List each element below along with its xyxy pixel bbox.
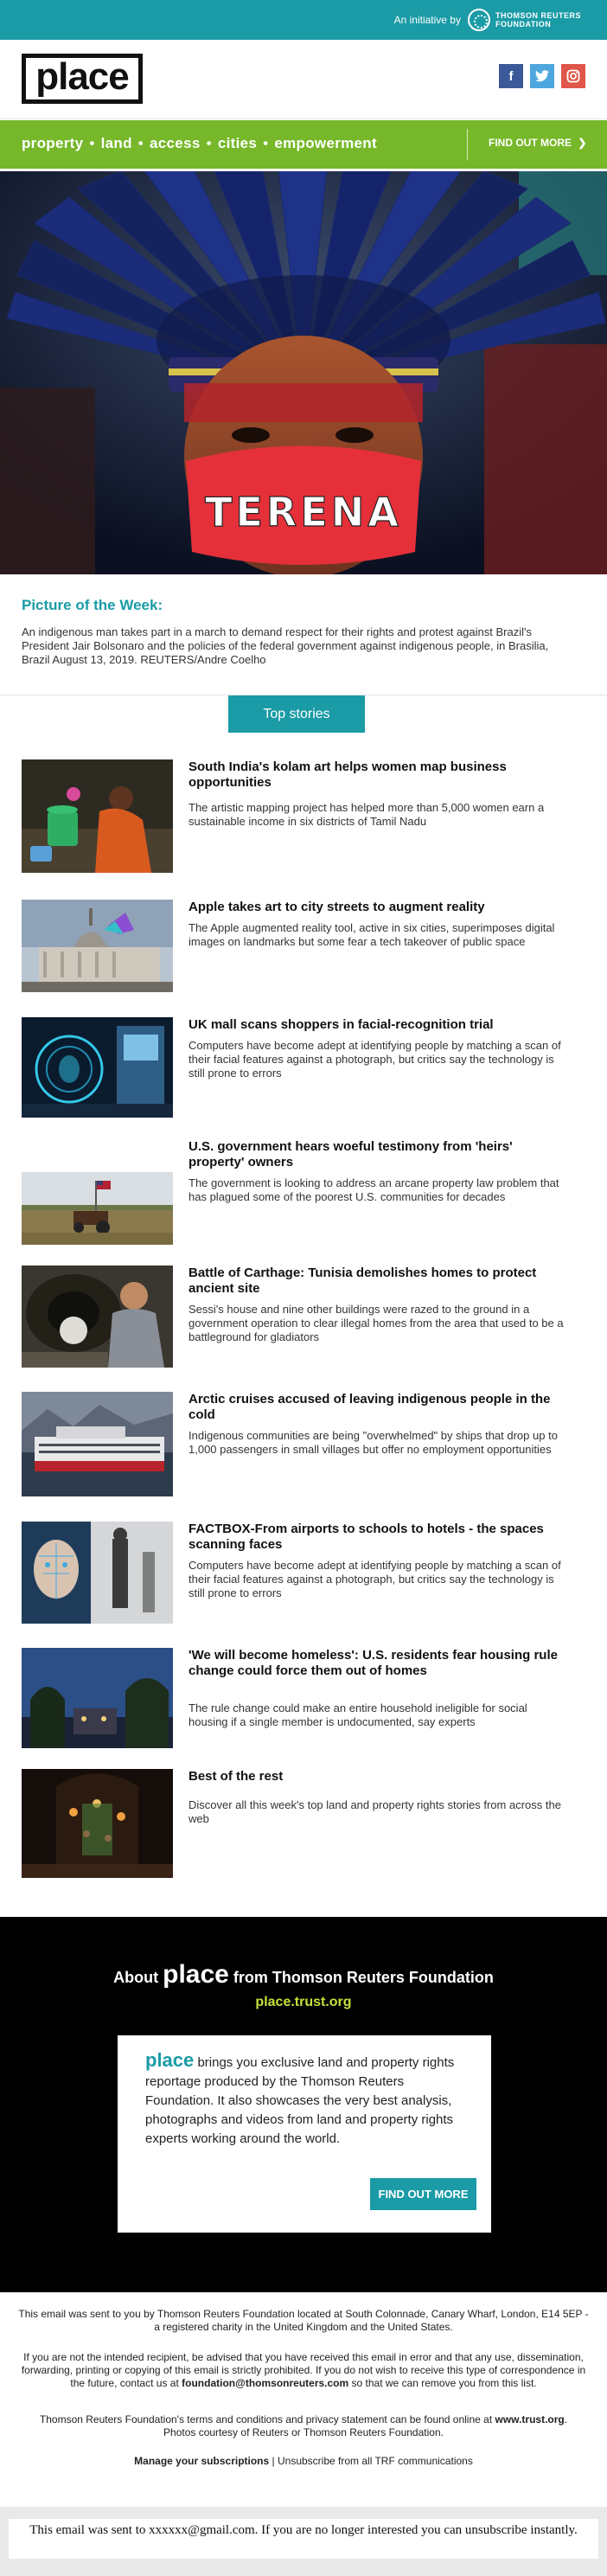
picture-of-week-caption: An indigenous man takes part in a march to demand respect for their rights and protest against Brazil's President Jair Bolsonaro and the policies of the federal government against indigenous people, in Brasilia, Brazil August 13, 2019. REUTERS/Andre Coelho — [22, 625, 549, 666]
story-title[interactable]: South India's kolam art helps women map business opportunities — [188, 759, 507, 790]
story-thumbnail[interactable] — [22, 900, 173, 992]
find-out-more-button[interactable]: FIND OUT MORE — [370, 2178, 476, 2210]
contact-email-link[interactable]: foundation@thomsonreuters.com — [182, 2377, 349, 2389]
instagram-icon[interactable] — [561, 64, 585, 88]
nav-item-empowerment[interactable]: empowerment — [274, 135, 377, 151]
story-summary: Discover all this week's top land and property rights stories from across the web — [188, 1798, 561, 1825]
story-thumbnail[interactable] — [22, 1017, 173, 1118]
nav-separator: • — [89, 135, 95, 151]
social-links — [499, 64, 585, 88]
top-bar — [0, 0, 607, 40]
nav-find-out-more-link[interactable]: FIND OUT MORE ❯ — [489, 137, 587, 149]
facebook-icon[interactable]: f — [499, 64, 523, 88]
about-url-link[interactable]: place.trust.org — [255, 1995, 352, 2009]
nav-separator: • — [137, 135, 144, 151]
story-thumbnail[interactable] — [22, 1266, 173, 1368]
thomson-reuters-icon — [468, 9, 490, 31]
about-title: About place from Thomson Reuters Foundation — [113, 1960, 494, 1989]
footer-terms: Thomson Reuters Foundation's terms and conditions and privacy statement can be found online at www.trust.org. Photos courtesy of Reuters or Thomson Reuters Foundation. — [39, 2413, 568, 2438]
story-summary: Computers have become adept at identifying people by matching a scan of their facial features against a photograph, but critics say the technology is still prone to errors — [188, 1559, 561, 1599]
nav-separator: • — [263, 135, 269, 151]
initiative-badge[interactable] — [394, 7, 581, 33]
story-title[interactable]: 'We will become homeless': U.S. residents fear housing rule change could force them out of homes — [188, 1648, 558, 1678]
story-summary: The government is looking to address an arcane property law problem that has plagued some of the poorest U.S. communities for decades — [188, 1176, 559, 1203]
footer-legal-notice: If you are not the intended recipient, be advised that you have received this email in error and that any use, dissemination, forwarding, printing or copying of this email is strictly prohibited. If you do not wish to receive this type of correspondence in the future, contact us at foundation@thomsonreuters.com so that we can remove you from this list. — [21, 2351, 586, 2389]
org-name-line2: FOUNDATION — [495, 20, 552, 29]
thomson-reuters-logo[interactable] — [468, 9, 581, 31]
picture-of-week-title: Picture of the Week: — [22, 597, 163, 613]
story-thumbnail[interactable] — [22, 1769, 173, 1878]
story-summary: The rule change could make an entire household ineligible for social housing if a single member is undocumented, say experts — [188, 1701, 527, 1728]
about-section — [0, 1917, 607, 2292]
nav-separator: • — [206, 135, 212, 151]
story-summary: Computers have become adept at identifying people by matching a scan of their facial features against a photograph, but critics say the technology is still prone to errors — [188, 1039, 561, 1080]
unsubscribe-notice[interactable]: This email was sent to xxxxxx@gmail.com. If you are no longer interested you can unsubscribe instantly. — [9, 2519, 598, 2559]
bottom-bar — [0, 2507, 607, 2576]
story-summary: Sessi's house and nine other buildings were razed to the ground in a government operation to clear illegal homes from the area that used to be a battleground for gladiators — [188, 1303, 564, 1343]
story-title[interactable]: U.S. government hears woeful testimony from 'heirs' property' owners — [188, 1139, 513, 1169]
nav-item-access[interactable]: access — [150, 135, 201, 151]
story-title[interactable]: Arctic cruises accused of leaving indigenous people in the cold — [188, 1392, 551, 1422]
manage-subscriptions-link[interactable]: Manage your subscriptions — [134, 2455, 270, 2467]
story-title[interactable]: FACTBOX-From airports to schools to hotels - the spaces scanning faces — [188, 1522, 544, 1552]
story-thumbnail[interactable] — [22, 1648, 173, 1748]
story-thumbnail[interactable] — [22, 1522, 173, 1624]
footer-subscription-links — [17, 2455, 590, 2468]
top-stories-heading: Top stories — [228, 695, 365, 733]
story-thumbnail[interactable] — [22, 759, 173, 873]
story-title[interactable]: UK mall scans shoppers in facial-recognition trial — [188, 1017, 494, 1032]
org-name-line1: THOMSON REUTERS — [495, 11, 581, 20]
story-summary: The artistic mapping project has helped more than 5,000 women earn a sustainable income in six districts of Tamil Nadu — [188, 801, 545, 828]
story-summary: Indigenous communities are being "overwhelmed" by ships that drop up to 1,000 passengers in small villages but offer no employment opportunities — [188, 1429, 558, 1456]
place-logo[interactable]: place — [22, 54, 143, 104]
nav-bar — [0, 120, 607, 169]
topic-nav — [22, 135, 377, 152]
hero-image[interactable] — [0, 171, 607, 574]
story-title[interactable]: Best of the rest — [188, 1769, 284, 1784]
trust-site-link[interactable]: www.trust.org — [495, 2413, 565, 2425]
initiative-label: An initiative by — [393, 14, 461, 26]
footer-sender-info: This email was sent to you by Thomson Reuters Foundation located at South Colonnade, Canary Wharf, London, E14 5EP - a registered charity in the United Kingdom and the United States. — [18, 2308, 589, 2333]
story-summary: The Apple augmented reality tool, active in six cities, superimposes digital images on landmarks but some fear a tech takeover of public space — [188, 921, 555, 948]
twitter-icon[interactable] — [530, 64, 554, 88]
nav-item-cities[interactable]: cities — [217, 135, 258, 151]
story-thumbnail[interactable] — [22, 1172, 173, 1245]
story-title[interactable]: Apple takes art to city streets to augment reality — [188, 900, 485, 914]
unsubscribe-all-link[interactable]: | Unsubscribe from all TRF communications — [272, 2455, 473, 2467]
story-title[interactable]: Battle of Carthage: Tunisia demolishes homes to protect ancient site — [188, 1266, 537, 1296]
about-card — [118, 2035, 491, 2233]
about-description: place brings you exclusive land and property rights reportage produced by the Thomson Reuters Foundation. It also showcases the very best analysis, photographs and videos from land and property rights experts working around the world. — [145, 2049, 455, 2146]
header — [0, 40, 607, 119]
nav-divider — [467, 129, 468, 160]
story-thumbnail[interactable] — [22, 1392, 173, 1496]
chevron-right-icon: ❯ — [578, 137, 587, 149]
nav-item-property[interactable]: property — [22, 135, 84, 151]
nav-item-land[interactable]: land — [100, 135, 132, 151]
mask-text: TERENA — [205, 489, 402, 535]
